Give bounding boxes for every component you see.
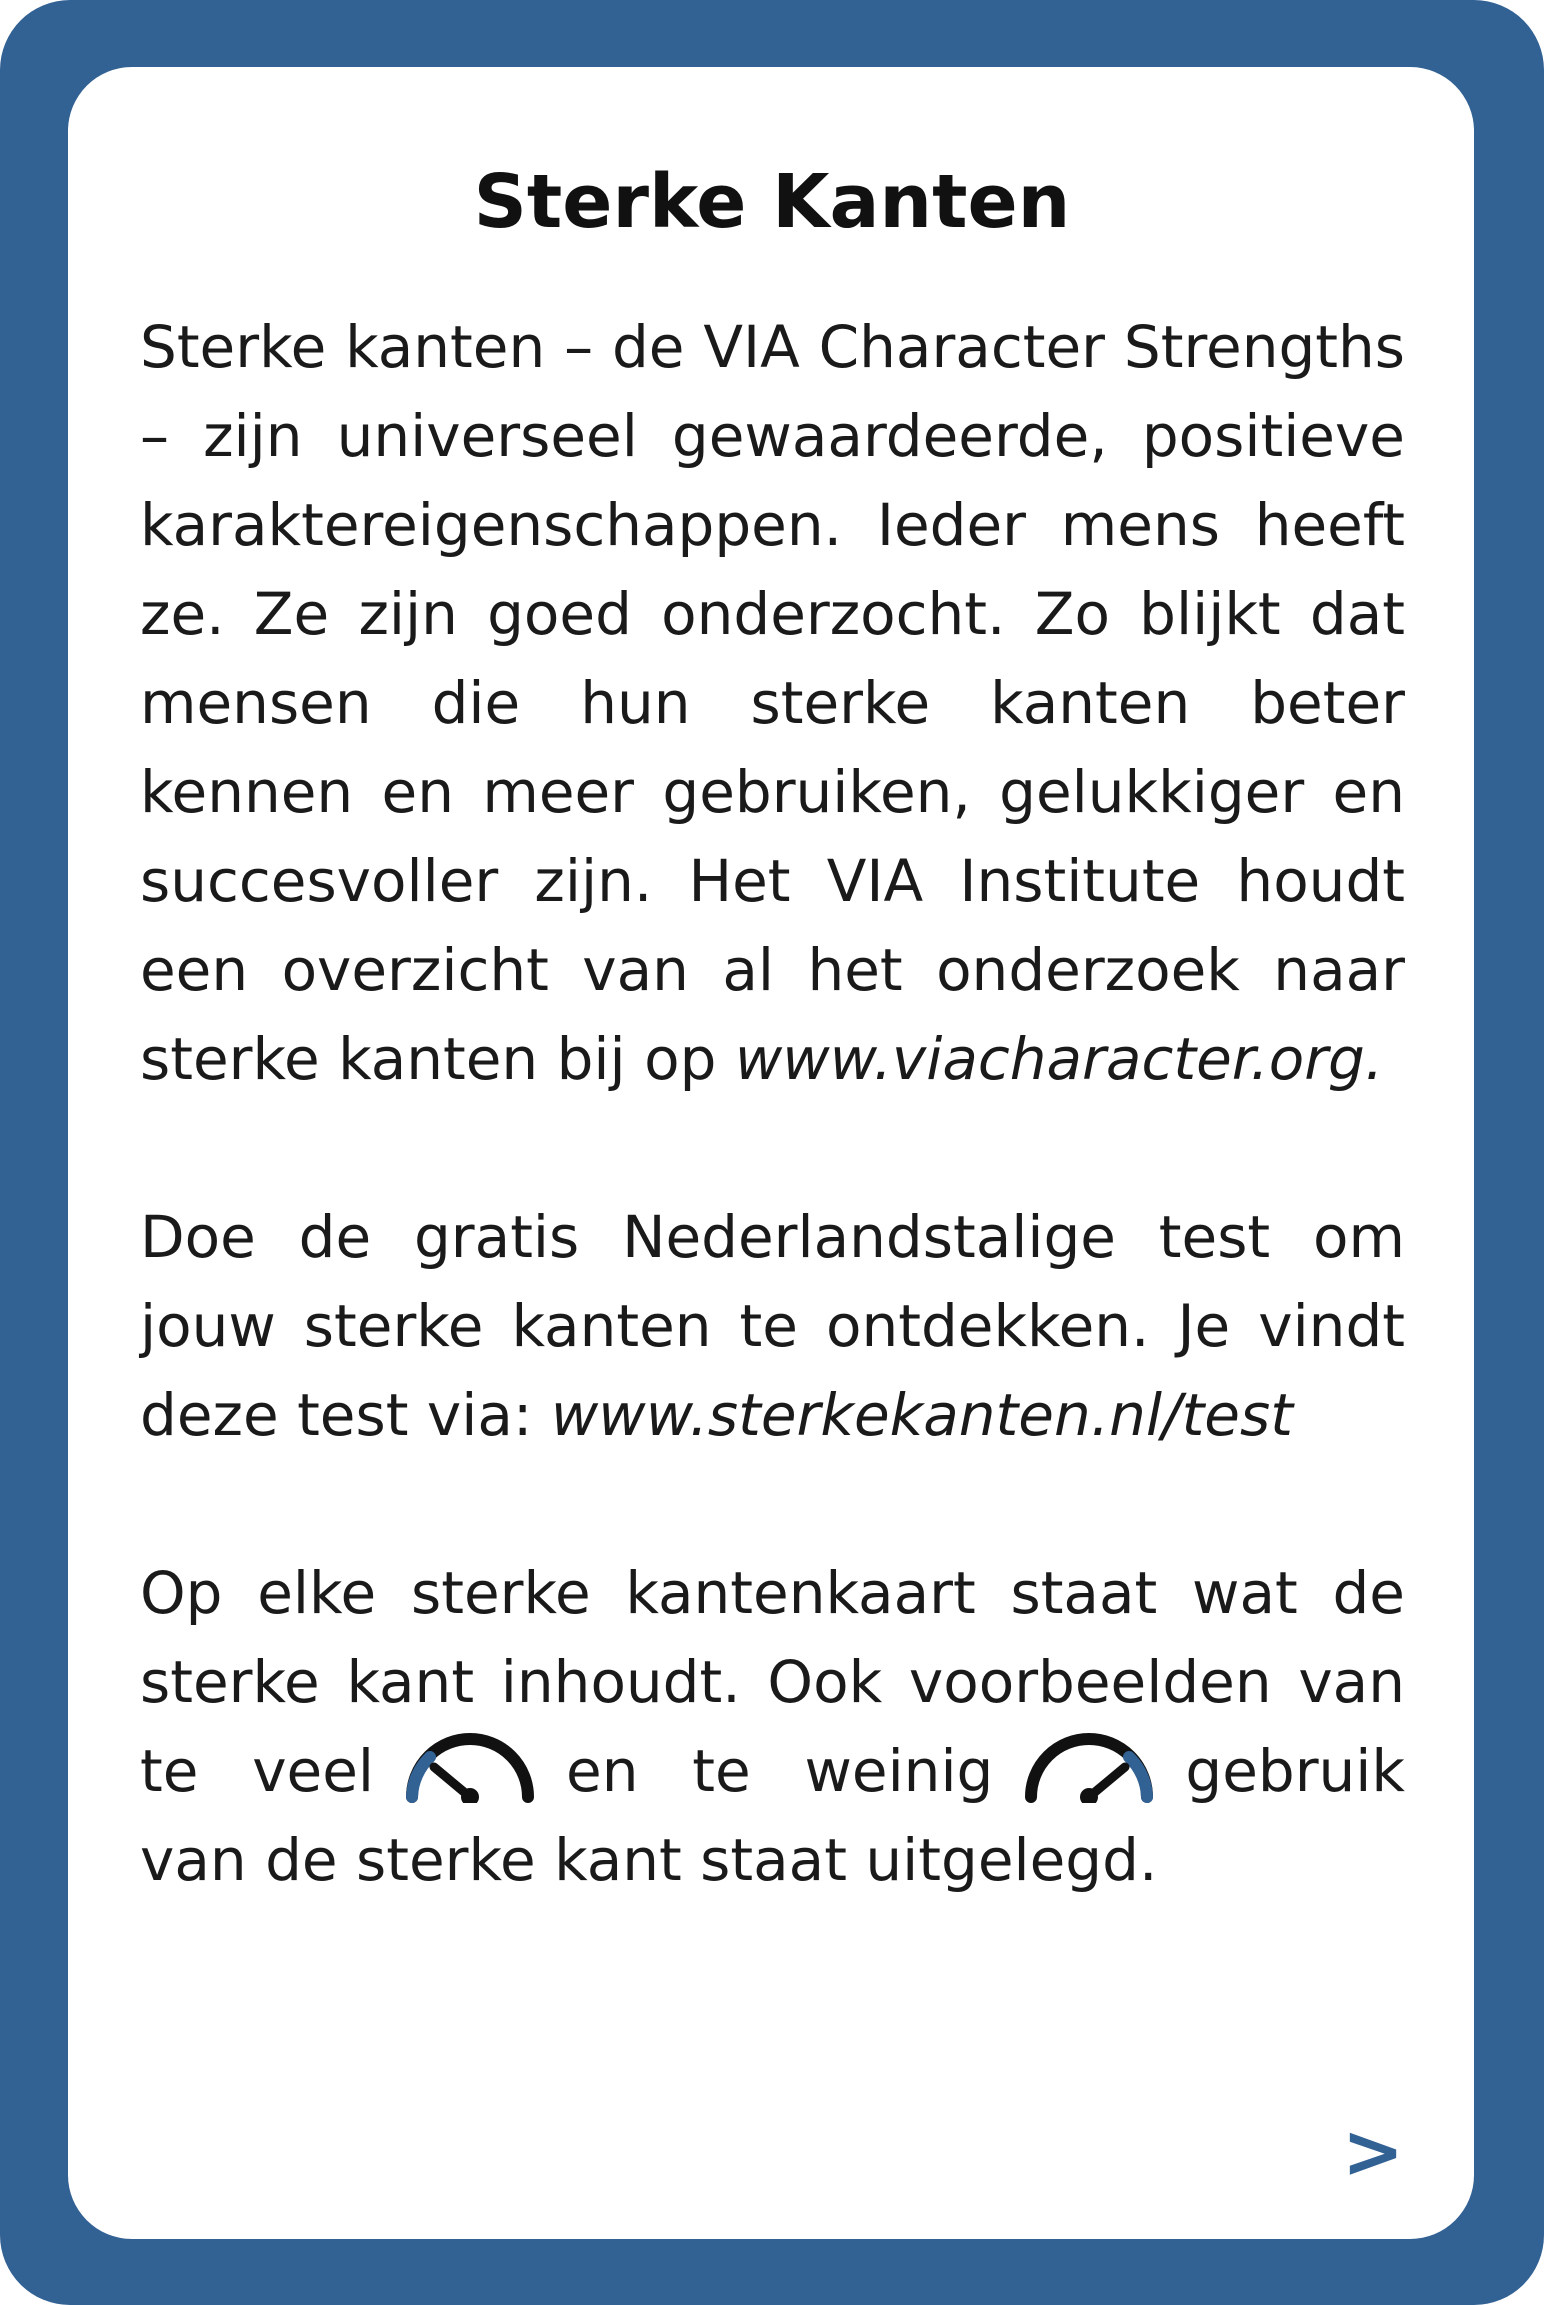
- paragraph-test: [140, 1193, 1405, 1460]
- paragraph-intro: [140, 303, 1405, 1104]
- card-body: [140, 303, 1405, 1905]
- paragraph-test-text: Doe de gratis Nederlandstalige test om jouw sterke kanten te ontdekken. Je vindt deze test via:: [140, 1203, 1405, 1449]
- paragraph-intro-text: Sterke kanten – de VIA Character Strengths – zijn universeel gewaardeerde, positieve karaktereigenschappen. Ieder mens heeft ze. Ze zijn goed onderzocht. Zo blijkt dat mensen die hun sterke kanten beter kennen en meer gebruiken, gelukkiger en succesvoller zijn. Het VIA Institute houdt een overzicht van al het onderzoek naar sterke kanten bij op: [140, 313, 1405, 1093]
- paragraph-usage: [140, 1549, 1405, 1905]
- next-arrow-icon[interactable]: >: [1342, 2109, 1405, 2195]
- paragraph-usage-part1: Op elke sterke kantenkaart staat wat de sterke kant inhoudt. Ook voorbeelden van te veel: [140, 1559, 1405, 1805]
- paragraph-usage-part2: en te weinig: [566, 1737, 994, 1805]
- gauge-high-icon: [400, 1731, 540, 1803]
- card-title: Sterke Kanten: [473, 159, 1071, 245]
- gauge-low-icon: [1019, 1731, 1159, 1803]
- via-website-link[interactable]: www.viacharacter.org.: [734, 1025, 1384, 1093]
- paragraph-usage-part3: gebruik van de sterke kant staat uitgelegd.: [140, 1737, 1405, 1894]
- test-website-link[interactable]: www.sterkekanten.nl/test: [550, 1381, 1293, 1449]
